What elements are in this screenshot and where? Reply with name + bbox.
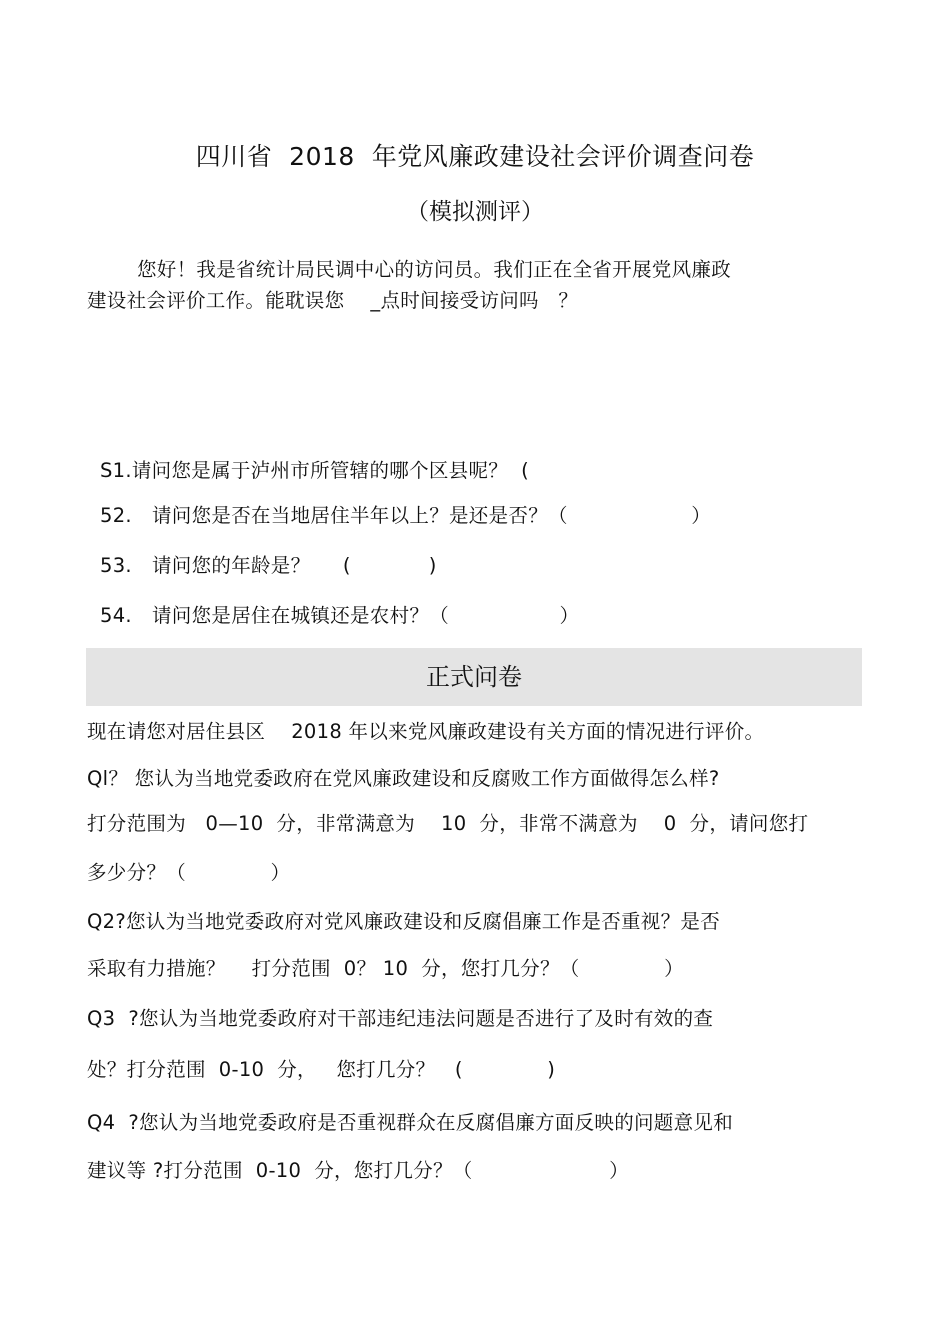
intro-line-2: 建设社会评价工作。能耽误您 _点时间接受访问吗 ？ [87, 289, 579, 312]
screening-question [87, 527, 437, 579]
document-title: 四川省 2018 年党风廉政建设社会评价调查问卷 [195, 142, 755, 171]
question-q3-line-2: 处？打分范围 0-10 分， 您打几分？ ( ) [87, 1058, 556, 1081]
question-number: 54. [100, 604, 132, 627]
document-subtitle: （模拟测评） [406, 199, 544, 225]
screening-text: S1.请问您是属于泸州市所管辖的哪个区县呢？ ( [100, 459, 529, 482]
screening-question [87, 577, 579, 629]
section-intro: 现在请您对居住县区 2018 年以来党风廉政建设有关方面的情况进行评价。 [87, 720, 765, 743]
question-q2-line-1: Q2?您认为当地党委政府对党风廉政建设和反腐倡廉工作是否重视？是否 [87, 910, 721, 933]
question-number: 53. [100, 554, 132, 577]
question-q1-line-2: 打分范围为 0—10 分，非常满意为 10 分，非常不满意为 0 分，请问您打 [87, 812, 809, 835]
question-q4-line-1: Q4 ?您认为当地党委政府是否重视群众在反腐倡廉方面反映的问题意见和 [87, 1111, 734, 1134]
section-title: 正式问卷 [426, 663, 522, 691]
screening-text: 请问您是居住在城镇还是农村？（ ） [152, 604, 580, 627]
screening-question [87, 477, 711, 529]
screening-text: 请问您的年龄是？ ( ) [152, 554, 437, 577]
question-q4-line-2: 建议等 ?打分范围 0-10 分，您打几分？（ ） [87, 1159, 629, 1182]
question-q3-line-1: Q3 ?您认为当地党委政府对干部违纪违法问题是否进行了及时有效的查 [87, 1007, 714, 1030]
section-header-band [86, 648, 862, 706]
question-q2-line-2: 采取有力措施？ 打分范围 0？ 10 分，您打几分？（ ） [87, 957, 684, 980]
question-q1-line-1: Ql？ 您认为当地党委政府在党风廉政建设和反腐败工作方面做得怎么样? [87, 767, 720, 790]
screening-text: 请问您是否在当地居住半年以上？是还是否？（ ） [152, 504, 712, 527]
question-number: 52. [100, 504, 132, 527]
intro-line-1: 您好！我是省统计局民调中心的访问员。我们正在全省开展党风廉政 [137, 258, 732, 281]
question-q1-line-3: 多少分？（ ） [87, 861, 291, 884]
